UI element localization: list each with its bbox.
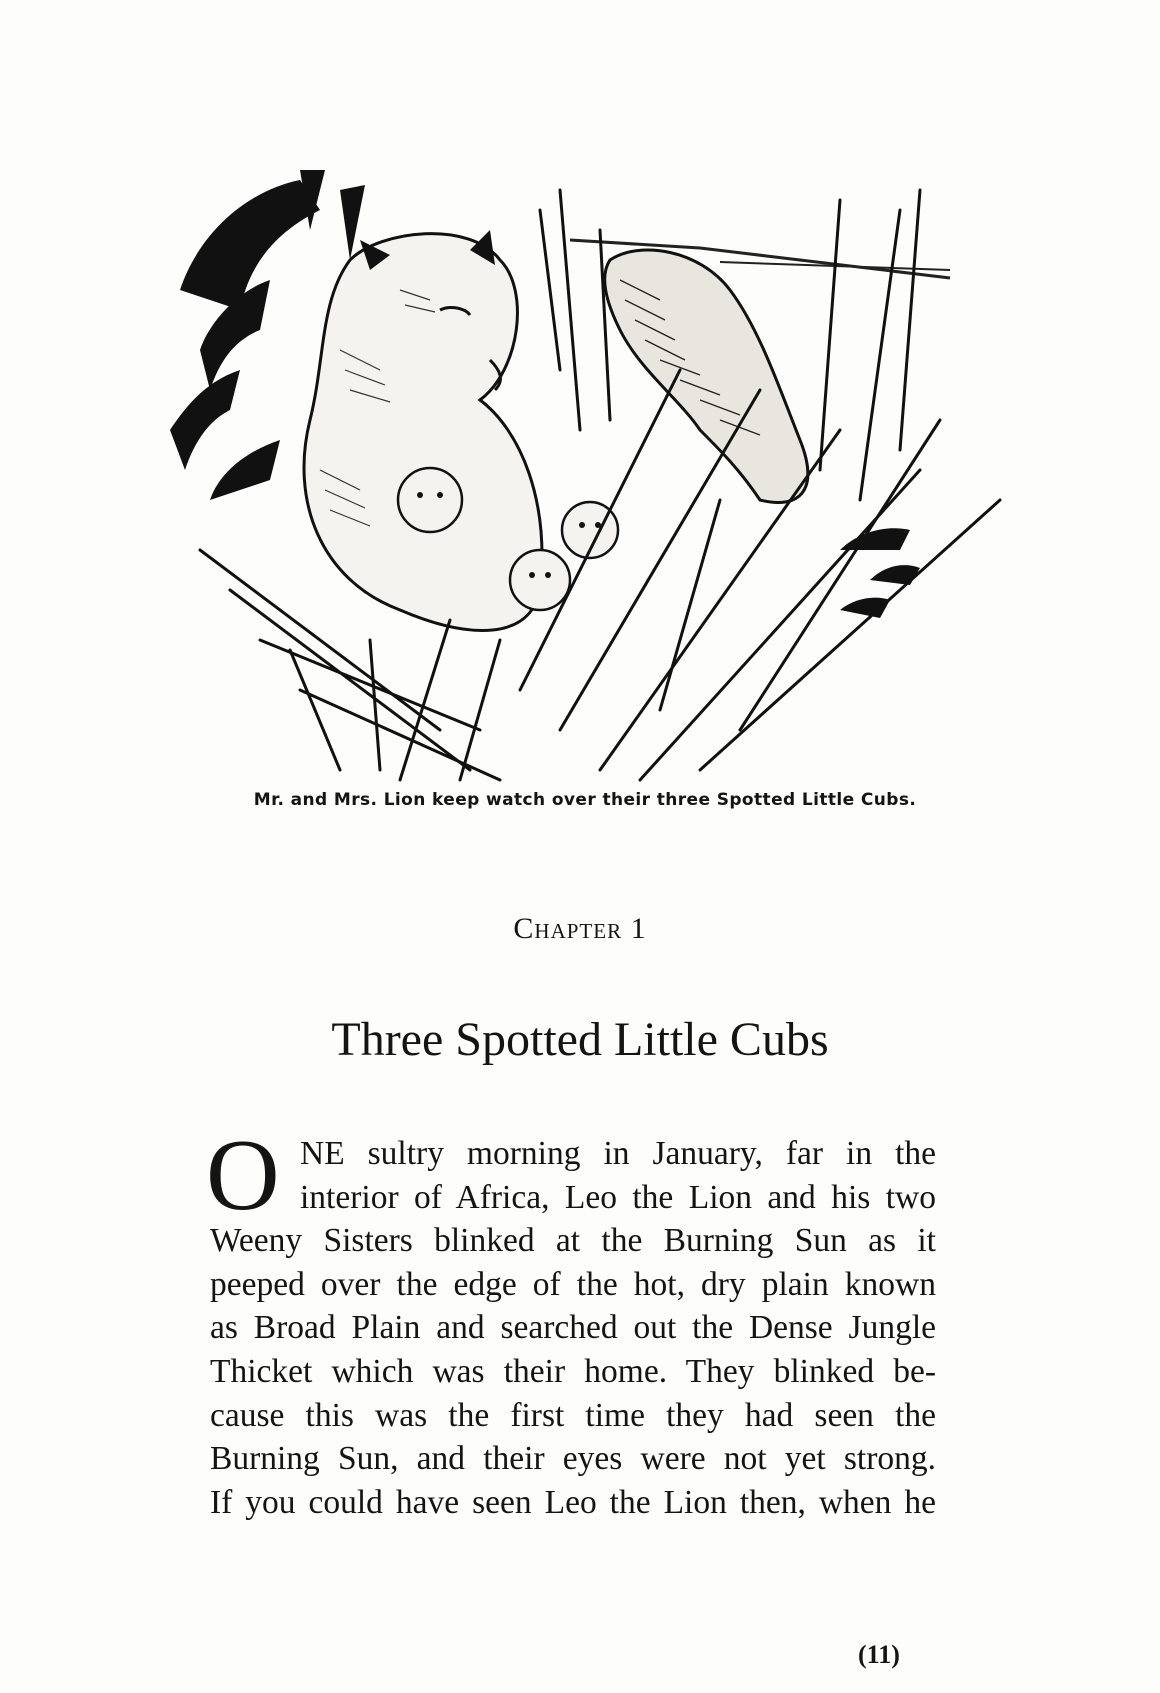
illustration-caption: Mr. and Mrs. Lion keep watch over their three Spotted Little Cubs. xyxy=(253,790,917,810)
text-line: peeped over the edge of the hot, dry plain known xyxy=(210,1265,936,1303)
text-line: cause this was the first time they had seen the xyxy=(210,1396,936,1434)
text-line: NE sultry morning in January, far in the xyxy=(300,1135,936,1172)
text-line: Weeny Sisters blinked at the Burning Sun as it xyxy=(210,1222,936,1260)
chapter-label: Chapter xyxy=(513,912,623,945)
body-text xyxy=(206,1119,936,1524)
page-number: (11) xyxy=(858,1640,900,1669)
text-line: If you could have seen Leo the Lion then, when he xyxy=(210,1483,936,1521)
text-line: interior of Africa, Leo the Lion and his two xyxy=(300,1178,936,1216)
text-line: Thicket which was their home. They blinked be- xyxy=(210,1352,936,1390)
chapter-title: Three Spotted Little Cubs xyxy=(331,1013,829,1066)
chapter-heading xyxy=(0,912,1160,946)
text-line: Burning Sun, and their eyes were not yet strong. xyxy=(210,1440,936,1478)
opening-block xyxy=(206,1119,936,1232)
drop-cap: O xyxy=(206,1119,280,1232)
text-line: as Broad Plain and searched out the Dense Jungle xyxy=(210,1309,936,1347)
lion-family-illustration xyxy=(140,170,1030,785)
chapter-number: 1 xyxy=(630,912,647,945)
